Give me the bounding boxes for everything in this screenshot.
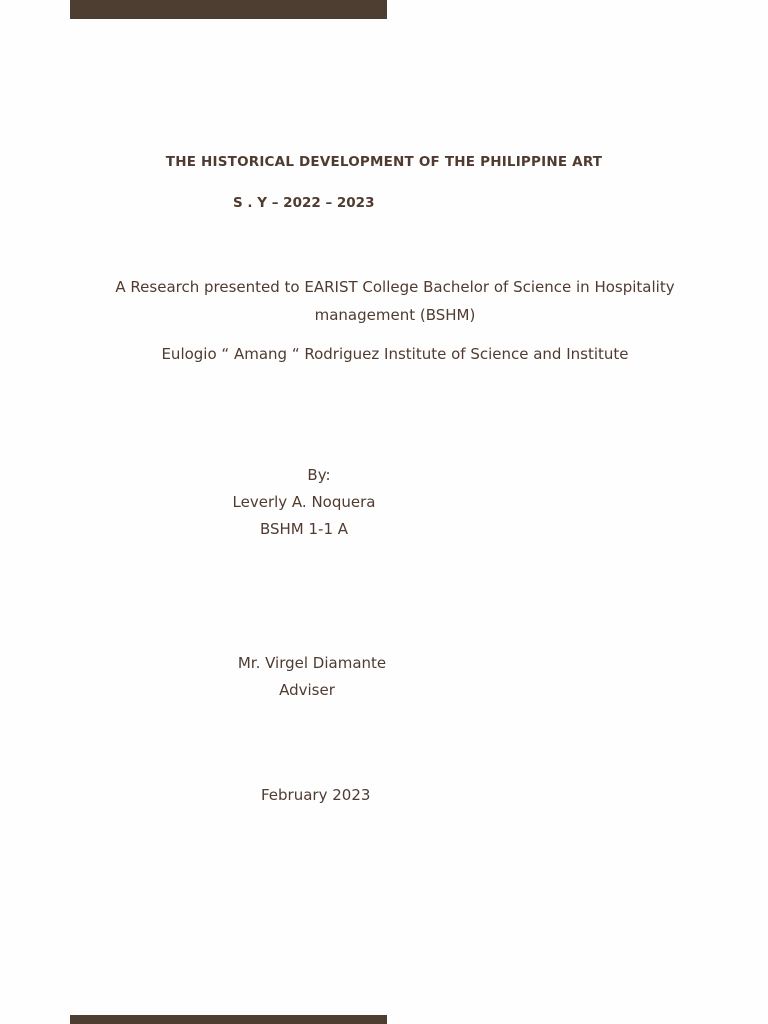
bottom-decorative-bar: [70, 1015, 387, 1024]
author-name: Leverly A. Noquera: [232, 493, 376, 511]
by-label: By:: [307, 466, 331, 484]
adviser-block: [202, 650, 422, 704]
institute-name: Eulogio “ Amang “ Rodriguez Institute of Science and Institute: [161, 345, 629, 363]
document-title: THE HISTORICAL DEVELOPMENT OF THE PHILIPPINE ART: [165, 154, 603, 170]
document-date: February 2023: [261, 786, 371, 804]
author-block: [194, 462, 414, 543]
research-statement: A Research presented to EARIST College Bachelor of Science in Hospitality management (BSHM): [115, 278, 675, 324]
author-section: BSHM 1-1 A: [259, 520, 349, 538]
top-decorative-bar: [70, 0, 387, 19]
adviser-name: Mr. Virgel Diamante: [237, 654, 387, 672]
adviser-role: Adviser: [279, 681, 335, 699]
school-year: S . Y – 2022 – 2023: [233, 195, 375, 211]
